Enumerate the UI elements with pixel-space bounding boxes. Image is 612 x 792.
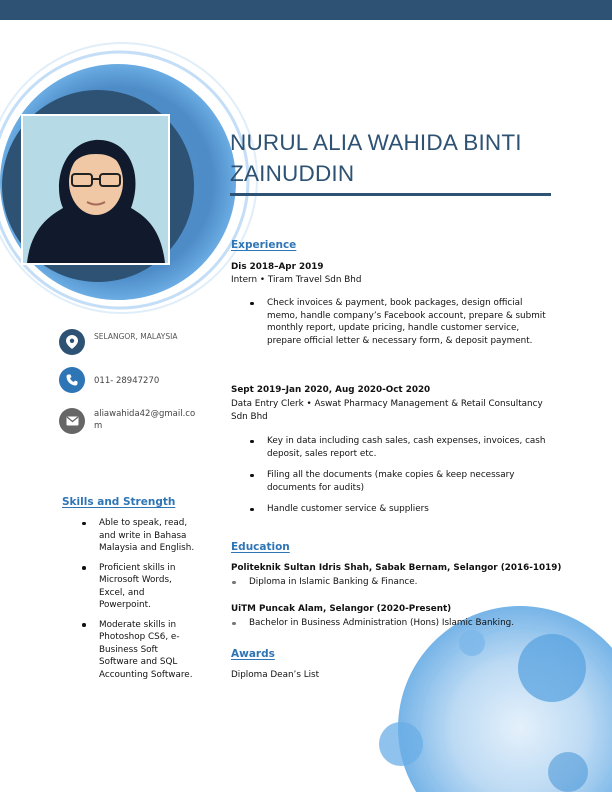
candidate-name-line2: ZAINUDDIN xyxy=(230,161,355,186)
email-line2: m xyxy=(94,421,103,431)
envelope-icon xyxy=(59,408,85,434)
skills-heading: Skills and Strength xyxy=(62,496,176,508)
location-text: SELANGOR, MALAYSIA xyxy=(94,332,178,341)
email-text[interactable] xyxy=(94,408,195,432)
school-name: Politeknik Sultan Idris Shah, Sabak Bernam, Selangor (2016-1019) xyxy=(231,563,562,573)
list-item: Filing all the documents (make copies & keep necessary documents for audits) xyxy=(249,469,569,494)
experience-heading: Experience xyxy=(231,239,297,251)
job-period: Dis 2018–Apr 2019 xyxy=(231,262,324,272)
candidate-name xyxy=(230,127,570,189)
phone-text: 011- 28947270 xyxy=(94,376,160,386)
skills-list xyxy=(81,517,211,681)
list-item: Handle customer service & suppliers xyxy=(249,503,569,516)
email-line1: aliawahida42@gmail.co xyxy=(94,409,196,419)
list-item: Diploma in Islamic Banking & Finance. xyxy=(231,576,571,589)
job-role: Data Entry Clerk • Aswat Pharmacy Management & Retail Consultancy Sdn Bhd xyxy=(231,399,543,422)
name-divider xyxy=(230,193,551,196)
list-item: Proficient skills in Microsoft Words, Excel, and Powerpoint. xyxy=(81,562,211,612)
job-role: Intern • Tiram Travel Sdn Bhd xyxy=(231,275,362,285)
map-pin-icon xyxy=(59,329,85,355)
school-details xyxy=(231,576,571,589)
job-bullets xyxy=(249,297,569,347)
candidate-name-line1: NURUL ALIA WAHIDA BINTI xyxy=(230,130,522,155)
phone-icon xyxy=(59,367,85,393)
awards-heading: Awards xyxy=(231,648,275,660)
education-heading: Education xyxy=(231,541,290,553)
list-item: Able to speak, read, and write in Bahasa Malaysia and English. xyxy=(81,517,211,555)
job-period: Sept 2019–Jan 2020, Aug 2020-Oct 2020 xyxy=(231,385,431,395)
list-item: Bachelor in Business Administration (Hons) Islamic Banking. xyxy=(231,617,571,630)
profile-photo xyxy=(21,114,170,265)
school-name: UiTM Puncak Alam, Selangor (2020-Present) xyxy=(231,604,452,614)
job-bullets xyxy=(249,435,569,516)
school-details xyxy=(231,617,571,630)
list-item: Check invoices & payment, book packages, design official memo, handle company’s Facebook account, prepare & submit monthly report, update pricing, handle customer service, prepare official letter & necessary form, & deposit payment. xyxy=(249,297,569,347)
list-item: Key in data including cash sales, cash expenses, invoices, cash deposit, sales report etc. xyxy=(249,435,569,460)
award-item: Diploma Dean’s List xyxy=(231,670,320,680)
list-item: Moderate skills in Photoshop CS6, e- Business Soft Software and SQL Accounting Software. xyxy=(81,619,211,682)
